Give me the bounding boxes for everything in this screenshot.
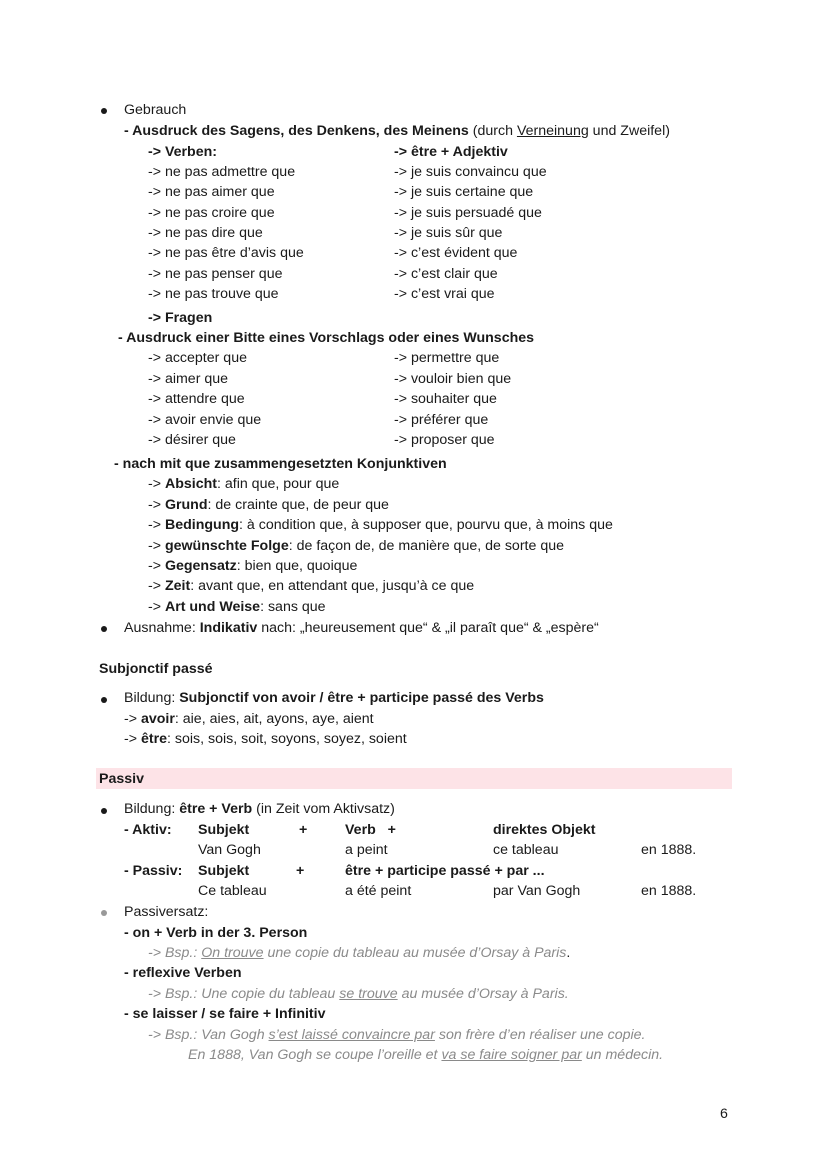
ex1-year: en 1888. [641, 842, 697, 858]
aktiv-verb-text: Verb [345, 822, 376, 838]
on-ex-dot: . [566, 945, 571, 961]
konj-item: -> Zeit: avant que, en attendant que, jusqu’à ce que [148, 578, 475, 594]
page-number: 6 [720, 1106, 728, 1122]
l-ex2-post: un médecin. [581, 1047, 664, 1063]
aktiv-verb [345, 822, 396, 839]
konj-label: Gegensatz [164, 558, 237, 574]
passiv-bildung-rest: (in Zeit vom Aktivsatz) [252, 801, 395, 817]
ex1-object: ce tableau [493, 842, 559, 858]
l-ex2-pre: En 1888, Van Gogh se coupe l’oreille et [188, 1047, 442, 1063]
l-ex2-underlined: va se faire soigner par [441, 1047, 582, 1063]
etre-label: être [140, 731, 167, 747]
passiv-verb: être + participe passé + par ... [345, 863, 545, 879]
konj-label: Absicht [164, 476, 217, 492]
subj-bildung-bold: Subjonctif von avoir / être + participe passé des Verbs [179, 690, 544, 706]
ex2-subject: Ce tableau [198, 883, 267, 899]
konj-heading: - nach mit que zusammengesetzten Konjunktiven [114, 456, 447, 472]
aktiv-plus-1: + [299, 822, 308, 838]
adjektiv-header: -> être + Adjektiv [394, 144, 508, 160]
bitte-item: -> vouloir bien que [394, 371, 512, 387]
ex2-verb: a été peint [345, 883, 412, 899]
konj-label: Grund [164, 497, 208, 513]
ausnahme-bold: Indikativ [199, 620, 258, 636]
bitte-item: -> préférer que [394, 412, 489, 428]
bullet-passiversatz [101, 910, 107, 916]
verben-header: -> Verben: [148, 144, 217, 160]
fragen-label: -> Fragen [148, 310, 213, 326]
konj-item: -> Absicht: afin que, pour que [148, 476, 340, 492]
verben-item: -> ne pas admettre que [148, 164, 296, 180]
verben-item: -> ne pas penser que [148, 266, 283, 282]
avoir-label: avoir [140, 711, 175, 727]
passiv-plus: + [296, 863, 305, 879]
konj-rest: : afin que, pour que [216, 476, 340, 492]
verben-item: -> ne pas être d’avis que [148, 245, 304, 261]
passiv-label: - Passiv: [124, 863, 183, 879]
l-ex1-pre: -> Bsp.: Van Gogh [148, 1027, 269, 1043]
passiv-title: Passiv [99, 771, 144, 787]
gebrauch-title: Gebrauch [124, 102, 187, 118]
refl-ex-post: au musée d’Orsay à Paris. [397, 986, 569, 1002]
ex1-verb: a peint [345, 842, 388, 858]
ausnahme-prefix: Ausnahme: [124, 620, 200, 636]
konj-rest: : bien que, quoique [236, 558, 358, 574]
ausnahme-rest: nach: „heureusement que“ & „il paraît que“ & „espère“ [257, 620, 599, 636]
sagen-paren-close: und Zweifel) [588, 123, 670, 139]
konj-label: Bedingung [164, 517, 240, 533]
on-ex-underlined: On trouve [201, 945, 264, 961]
laisser-example-1 [148, 1027, 646, 1044]
on-example [148, 945, 570, 962]
aktiv-label: - Aktiv: [124, 822, 172, 838]
avoir-forms: -> avoir: aie, aies, ait, ayons, aye, aient [124, 711, 374, 727]
on-heading: - on + Verb in der 3. Person [124, 925, 308, 941]
on-ex-pre: -> Bsp.: [148, 945, 202, 961]
l-ex1-post: son frère d’en réaliser une copie. [434, 1027, 646, 1043]
konj-item: -> Gegensatz: bien que, quoique [148, 558, 358, 574]
passiv-section-band [96, 768, 732, 789]
subj-bildung [124, 690, 544, 707]
bitte-item: -> proposer que [394, 432, 495, 448]
passiversatz-title: Passiversatz: [124, 904, 209, 920]
sagen-heading [124, 123, 670, 140]
adjektiv-item: -> je suis convaincu que [394, 164, 547, 180]
konj-label: Art und Weise [164, 599, 261, 615]
passiv-bildung-prefix: Bildung: [124, 801, 180, 817]
passiv-bildung [124, 801, 395, 818]
aktiv-plus-2: + [387, 822, 396, 838]
ex2-year: en 1888. [641, 883, 697, 899]
bitte-item: -> permettre que [394, 350, 500, 366]
refl-ex-pre: -> Bsp.: Une copie du tableau [148, 986, 340, 1002]
adjektiv-item: -> je suis sûr que [394, 225, 503, 241]
aktiv-subjekt: Subjekt [198, 822, 250, 838]
bitte-item: -> accepter que [148, 350, 247, 366]
adjektiv-item: -> je suis persuadé que [394, 205, 542, 221]
bullet-ausnahme [101, 626, 107, 632]
etre-list: : sois, sois, soit, soyons, soyez, soient [166, 731, 407, 747]
ex1-subject: Van Gogh [198, 842, 261, 858]
konj-rest: : sans que [260, 599, 326, 615]
bitte-item: -> souhaiter que [394, 391, 497, 407]
etre-forms: -> être: sois, sois, soit, soyons, soyez, soient [124, 731, 407, 747]
bullet-subj-bildung [101, 697, 107, 703]
laisser-heading: - se laisser / se faire + Infinitiv [124, 1006, 326, 1022]
sagen-heading-bold: - Ausdruck des Sagens, des Denkens, des Meinens [124, 123, 469, 139]
adjektiv-item: -> c’est vrai que [394, 286, 495, 302]
konj-item: -> Grund: de crainte que, de peur que [148, 497, 389, 513]
verben-item: -> ne pas trouve que [148, 286, 279, 302]
konj-item: -> Bedingung: à condition que, à supposer que, pourvu que, à moins que [148, 517, 613, 533]
bitte-heading: - Ausdruck einer Bitte eines Vorschlags oder eines Wunsches [118, 330, 535, 346]
l-ex1-underlined: s’est laissé convaincre par [268, 1027, 435, 1043]
konj-item: -> gewünschte Folge: de façon de, de manière que, de sorte que [148, 538, 564, 554]
ausnahme-line [124, 620, 599, 637]
adjektiv-item: -> c’est évident que [394, 245, 518, 261]
refl-heading: - reflexive Verben [124, 965, 242, 981]
bitte-item: -> désirer que [148, 432, 236, 448]
adjektiv-item: -> c’est clair que [394, 266, 498, 282]
sagen-paren-underlined: Verneinung [516, 123, 589, 139]
aktiv-objekt: direktes Objekt [493, 822, 596, 838]
bullet-gebrauch [101, 108, 107, 114]
subj-bildung-prefix: Bildung: [124, 690, 180, 706]
konj-label: gewünschte Folge [164, 538, 289, 554]
refl-ex-underlined: se trouve [339, 986, 398, 1002]
adjektiv-item: -> je suis certaine que [394, 184, 534, 200]
on-ex-post: une copie du tableau au musée d’Orsay à Paris [263, 945, 567, 961]
bitte-item: -> avoir envie que [148, 412, 262, 428]
subj-passe-title: Subjonctif passé [99, 661, 213, 677]
konj-item: -> Art und Weise: sans que [148, 599, 326, 615]
konj-rest: : à condition que, à supposer que, pourvu que, à moins que [239, 517, 613, 533]
bitte-item: -> attendre que [148, 391, 245, 407]
konj-label: Zeit [164, 578, 191, 594]
bullet-passiv-bildung [101, 808, 107, 814]
avoir-list: : aie, aies, ait, ayons, aye, aient [174, 711, 374, 727]
verben-item: -> ne pas croire que [148, 205, 275, 221]
sagen-paren-open: (durch [468, 123, 517, 139]
passiv-bildung-bold: être + Verb [179, 801, 253, 817]
ex2-agent: par Van Gogh [493, 883, 581, 899]
verben-item: -> ne pas dire que [148, 225, 263, 241]
verben-item: -> ne pas aimer que [148, 184, 275, 200]
passiv-subjekt: Subjekt [198, 863, 250, 879]
konj-rest: : de crainte que, de peur que [207, 497, 389, 513]
bitte-item: -> aimer que [148, 371, 229, 387]
laisser-example-2 [188, 1047, 663, 1064]
refl-example [148, 986, 569, 1003]
konj-rest: : de façon de, de manière que, de sorte que [288, 538, 564, 554]
konj-rest: : avant que, en attendant que, jusqu’à ce que [190, 578, 475, 594]
